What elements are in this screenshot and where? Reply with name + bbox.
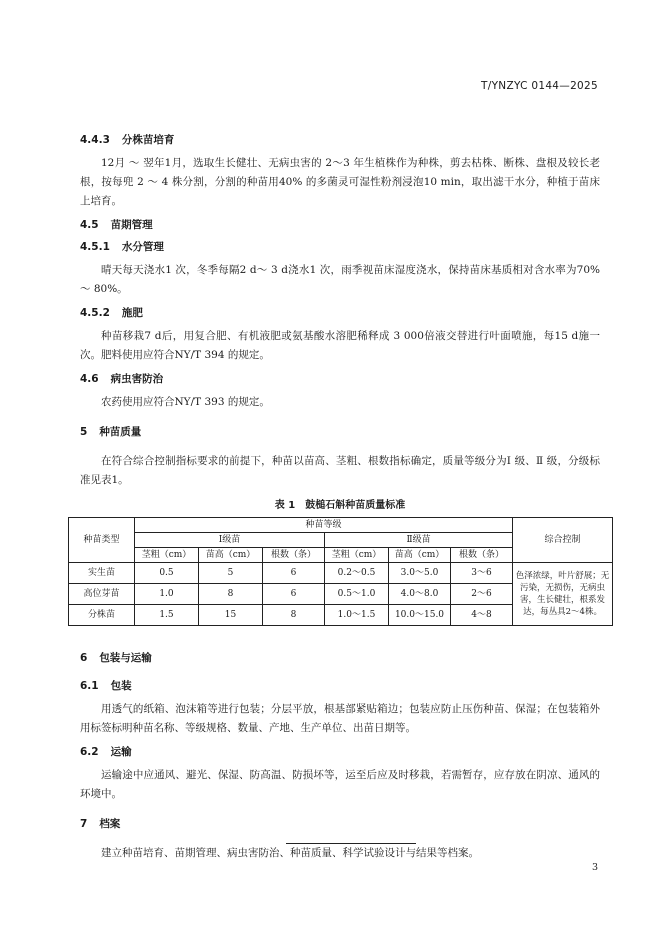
heading-number: 4.5 [80, 219, 99, 231]
cell-value: 1.0～1.5 [325, 605, 389, 626]
cell-value: 15 [199, 605, 263, 626]
cell-value: 2～6 [451, 584, 513, 605]
header-grade-2: Ⅱ级苗 [325, 533, 513, 548]
heading-title: 苗期管理 [110, 219, 153, 231]
heading-7 [80, 816, 600, 832]
heading-6-1 [80, 678, 600, 694]
heading-title: 运输 [110, 746, 132, 758]
header-grade-1: Ⅰ级苗 [135, 533, 325, 548]
cell-value: 8 [263, 605, 325, 626]
document-code: T/YNZYC 0144—2025 [481, 80, 598, 92]
heading-4-5-2 [80, 305, 600, 321]
heading-number: 5 [80, 426, 88, 438]
cell-value: 4～8 [451, 605, 513, 626]
cell-value: 4.0～8.0 [389, 584, 451, 605]
subheader-root-count: 根数（条） [451, 548, 513, 563]
cell-type: 实生苗 [69, 563, 135, 584]
heading-4-5 [80, 217, 600, 233]
heading-number: 6 [80, 652, 88, 664]
subheader-stem-diameter: 茎粗（cm） [325, 548, 389, 563]
cell-value: 6 [263, 584, 325, 605]
heading-number: 4.5.1 [80, 241, 110, 253]
paragraph-6-1: 用透气的纸箱、泡沫箱等进行包装；分层平放，根基部紧贴箱边；包装应防止压伤种苗、保湿；在包装箱外用标签标明种苗名称、等级规格、数量、产地、生产单位、出苗日期等。 [80, 703, 600, 734]
heading-number: 6.2 [80, 746, 99, 758]
cell-type: 分株苗 [69, 605, 135, 626]
header-comprehensive-control: 综合控制 [513, 518, 613, 563]
cell-value: 6 [263, 563, 325, 584]
cell-value: 0.5～1.0 [325, 584, 389, 605]
page-number: 3 [591, 862, 598, 873]
heading-number: 4.5.2 [80, 307, 110, 319]
heading-title: 施肥 [121, 307, 143, 319]
paragraph-4-5-1: 晴天每天浇水1 次，冬季每隔2 d～ 3 d浇水1 次，雨季视苗床湿度浇水，保持苗床基质相对含水率为70% ～ 80%。 [80, 264, 600, 295]
heading-title: 包装 [110, 680, 132, 692]
paragraph-4-4-3: 12月 ～ 翌年1月，选取生长健壮、无病虫害的 2～3 年生植株作为种株，剪去枯株、断株、盘根及较长老根，按每兜 2 ～ 4 株分割，分割的种苗用40% 的多菌灵可湿性粉剂浸泡10 min，取出滤干水分，种植于苗床上培育。 [80, 157, 600, 207]
heading-number: 4.4.3 [80, 134, 110, 146]
paragraph-7: 建立种苗培育、苗期管理、病虫害防治、种苗质量、科学试验设计与结果等档案。 [101, 847, 479, 859]
heading-title: 包装与运输 [99, 652, 152, 664]
end-divider-line [286, 843, 416, 844]
heading-4-5-1 [80, 239, 600, 255]
cell-value: 10.0～15.0 [389, 605, 451, 626]
table-row [69, 563, 613, 584]
heading-title: 档案 [99, 818, 121, 830]
document-body [80, 132, 610, 863]
subheader-stem-diameter: 茎粗（cm） [135, 548, 199, 563]
subheader-height: 苗高（cm） [199, 548, 263, 563]
cell-value: 8 [199, 584, 263, 605]
table-caption: 表 1 鼓槌石斛种苗质量标准 [274, 500, 406, 511]
paragraph-4-6: 农药使用应符合NY/T 393 的规定。 [101, 396, 270, 408]
cell-value: 1.0 [135, 584, 199, 605]
cell-value: 5 [199, 563, 263, 584]
subheader-root-count: 根数（条） [263, 548, 325, 563]
cell-comprehensive-control: 色泽浓绿，叶片舒展；无污染，无损伤，无病虫害，生长健壮，根系发达，每丛具2～4株。 [513, 563, 613, 626]
paragraph-5: 在符合综合控制指标要求的前提下，种苗以苗高、茎粗、根数指标确定，质量等级分为Ⅰ 级、Ⅱ 级，分级标准见表1。 [80, 455, 600, 486]
cell-type: 高位芽苗 [69, 584, 135, 605]
cell-value: 3～6 [451, 563, 513, 584]
cell-value: 0.5 [135, 563, 199, 584]
paragraph-6-2: 运输途中应通风、避光、保湿、防高温、防损坏等，运至后应及时移栽，若需暂存，应存放在阴凉、通风的环境中。 [80, 769, 600, 800]
heading-6-2 [80, 744, 600, 760]
cell-value: 3.0～5.0 [389, 563, 451, 584]
heading-number: 6.1 [80, 680, 99, 692]
header-seedling-grade: 种苗等级 [135, 518, 513, 533]
subheader-height: 苗高（cm） [389, 548, 451, 563]
quality-standard-table [68, 517, 613, 626]
cell-value: 0.2～0.5 [325, 563, 389, 584]
heading-6 [80, 650, 600, 666]
heading-4-6 [80, 371, 600, 387]
heading-5 [80, 424, 600, 440]
heading-title: 水分管理 [121, 241, 164, 253]
heading-title: 种苗质量 [99, 426, 142, 438]
heading-title: 病虫害防治 [110, 373, 164, 385]
paragraph-4-5-2: 种苗移栽7 d后，用复合肥、有机液肥或氨基酸水溶肥稀释成 3 000倍液交替进行叶面喷施，每15 d施一次。肥料使用应符合NY/T 394 的规定。 [80, 330, 600, 361]
heading-number: 4.6 [80, 373, 99, 385]
heading-title: 分株苗培育 [121, 134, 175, 146]
cell-value: 1.5 [135, 605, 199, 626]
heading-4-4-3 [80, 132, 600, 148]
heading-number: 7 [80, 818, 88, 830]
header-seedling-type: 种苗类型 [69, 518, 135, 563]
